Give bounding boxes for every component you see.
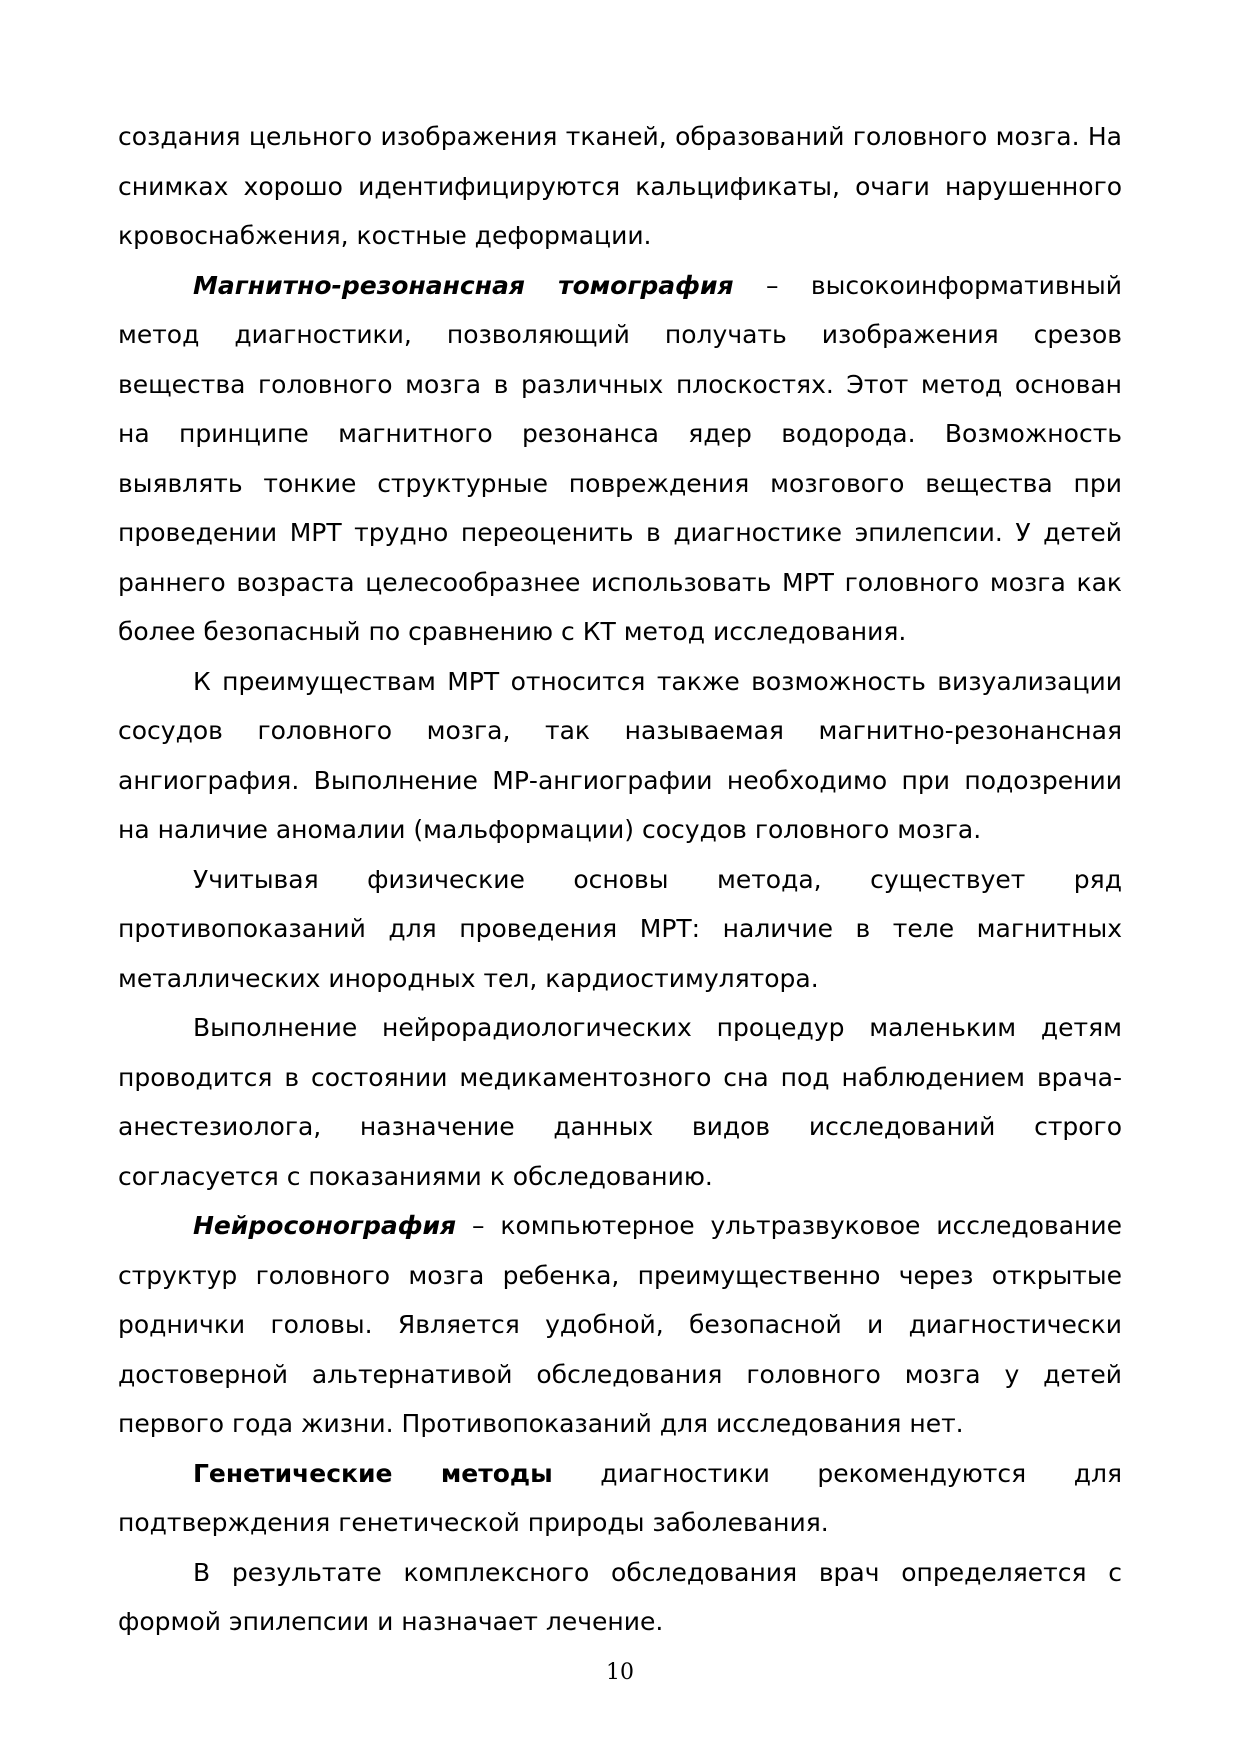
page-body <box>118 112 1122 1647</box>
paragraph-mri-contraindications <box>118 855 1122 1004</box>
paragraph-text: диагностики рекомендуются для подтверждения генетической природы заболевания. <box>118 1458 1122 1537</box>
paragraph-text: Выполнение нейрорадиологических процедур маленьким детям проводится в состоянии медикаментозного сна под наблюдением врача-анестезиолога, назначение данных видов исследований строго согласуется с показаниями к обследованию. <box>118 1013 1122 1191</box>
paragraph-text: – высокоинформативный метод диагностики, позволяющий получать изображения срезов вещества головного мозга в различных плоскостях. Этот метод основан на принципе магнитного резонанса ядер водорода. Возможность выявлять тонкие структурные повреждения мозгового вещества при проведении МРТ трудно переоценить в диагностике эпилепсии. У детей раннего возраста целесообразнее использовать МРТ головного мозга как более безопасный по сравнению с КТ метод исследования. <box>118 270 1123 646</box>
term-neurosonography: Нейросонография <box>193 1211 457 1240</box>
page-number: 10 <box>606 1660 634 1685</box>
paragraph-text: К преимуществам МРТ относится также возможность визуализации сосудов головного мозга, так называемая магнитно-резонансная ангиография. Выполнение МР-ангиографии необходимо при подозрении на наличие аномалии (мальформации) сосудов головного мозга. <box>118 666 1122 844</box>
paragraph-ct-continuation <box>118 112 1122 261</box>
paragraph-genetic-methods <box>118 1449 1122 1548</box>
paragraph-text: В результате комплексного обследования врач определяется с формой эпилепсии и назначает лечение. <box>118 1557 1122 1636</box>
paragraph-text: Учитывая физические основы метода, существует ряд противопоказаний для проведения МРТ: наличие в теле магнитных металлических инородных тел, кардиостимулятора. <box>118 864 1122 993</box>
paragraph-neuroradiology-children <box>118 1003 1122 1201</box>
paragraph-neurosonography <box>118 1201 1122 1449</box>
term-genetic-methods: Генетические методы <box>193 1458 553 1488</box>
paragraph-conclusion <box>118 1548 1122 1647</box>
paragraph-text: – компьютерное ультразвуковое исследование структур головного мозга ребенка, преимущественно через открытые роднички головы. Является удобной, безопасной и диагностически достоверной альтернативой обследования головного мозга у детей первого года жизни. Противопоказаний для исследования нет. <box>118 1211 1122 1438</box>
paragraph-mri <box>118 261 1122 657</box>
paragraph-mri-angiography <box>118 657 1122 855</box>
paragraph-text: создания цельного изображения тканей, образований головного мозга. На снимках хорошо идентифицируются кальцификаты, очаги нарушенного кровоснабжения, костные деформации. <box>118 122 1122 250</box>
term-mri: Магнитно-резонансная томография <box>193 270 734 300</box>
